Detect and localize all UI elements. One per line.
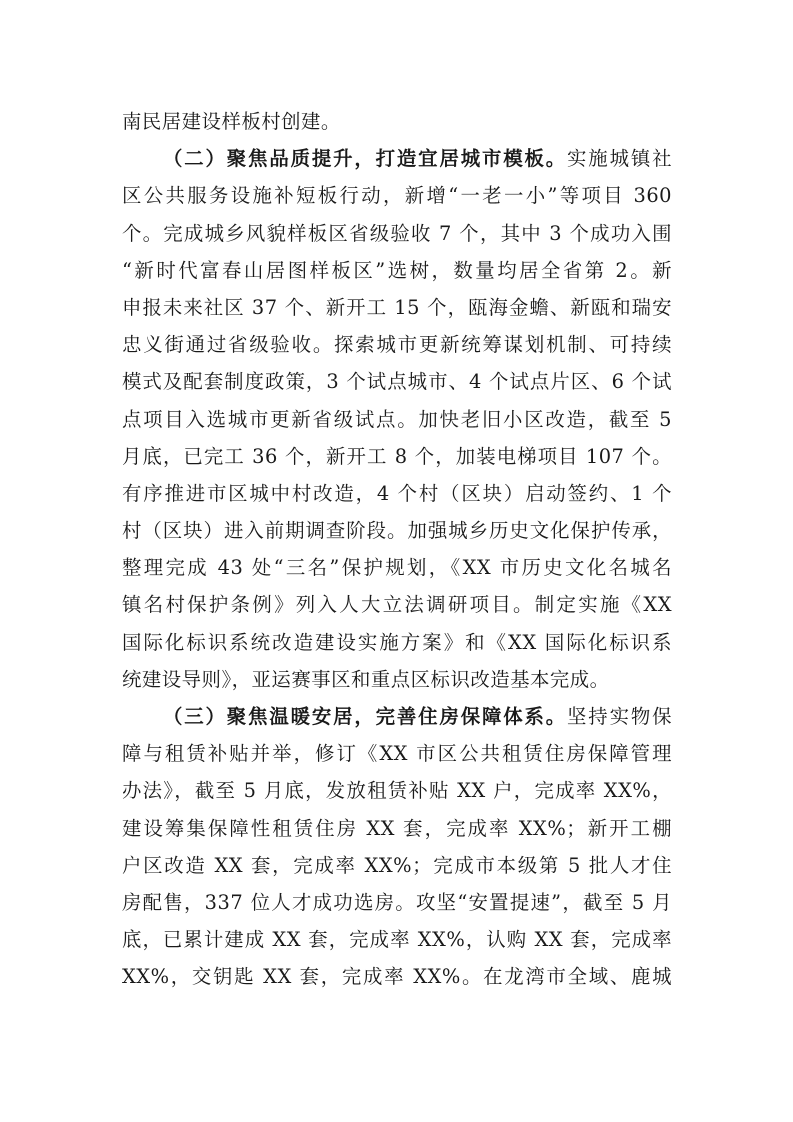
body-line: 区公共服务设施补短板行动，新增“一老一小”等项目 360 xyxy=(122,184,672,208)
section-2-paragraph xyxy=(122,140,672,698)
section-3-paragraph xyxy=(122,698,672,996)
body-line: XX%，交钥匙 XX 套，完成率 XX%。在龙湾市全域、鹿城 xyxy=(122,965,672,989)
body-line: 有序推进市区城中村改造，4 个村（区块）启动签约、1 个 xyxy=(122,481,672,505)
document-page xyxy=(122,103,672,996)
body-line: 房配售，337 位人才成功选房。攻坚“安置提速”，截至 5 月 xyxy=(122,890,672,914)
section-2-first-line xyxy=(122,140,672,177)
body-line: 模式及配套制度政策，3 个试点城市、4 个试点片区、6 个试 xyxy=(122,370,672,394)
body-line: 障与租赁补贴并举，修订《XX 市区公共租赁住房保障管理 xyxy=(122,742,672,766)
section-2-heading: （二）聚焦品质提升，打造宜居城市模板。 xyxy=(163,147,568,171)
body-text: 实施城镇社 xyxy=(567,147,672,171)
body-line: 个。完成城乡风貌样板区省级验收 7 个，其中 3 个成功入围 xyxy=(122,221,672,245)
body-line: 建设筹集保障性租赁住房 XX 套，完成率 XX%；新开工棚 xyxy=(122,816,672,840)
body-line: 月底，已完工 36 个，新开工 8 个，加装电梯项目 107 个。 xyxy=(122,444,672,468)
section-3-heading: （三）聚焦温暖安居，完善住房保障体系。 xyxy=(163,705,568,728)
body-text: 坚持实物保 xyxy=(567,705,672,728)
body-line: 申报未来社区 37 个、新开工 15 个，瓯海金蟾、新瓯和瑞安 xyxy=(122,295,672,319)
body-line: 村（区块）进入前期调查阶段。加强城乡历史文化保护传承， xyxy=(122,519,672,543)
body-line: 国际化标识系统改造建设实施方案》和《XX 国际化标识系 xyxy=(122,630,672,654)
body-line: 点项目入选城市更新省级试点。加快老旧小区改造，截至 5 xyxy=(122,407,672,431)
body-line: 底，已累计建成 XX 套，完成率 XX%，认购 XX 套，完成率 xyxy=(122,928,672,952)
body-line: “新时代富春山居图样板区”选树，数量均居全省第 2。新 xyxy=(122,258,672,282)
paragraph-continuation-line: 南民居建设样板村创建。 xyxy=(122,110,341,133)
body-line: 户区改造 XX 套，完成率 XX%；完成市本级第 5 批人才住 xyxy=(122,853,672,877)
body-line: 整理完成 43 处“三名”保护规划，《XX 市历史文化名城名 xyxy=(122,556,672,580)
body-line: 办法》，截至 5 月底，发放租赁补贴 XX 户，完成率 XX%， xyxy=(122,779,672,803)
body-line: 镇名村保护条例》列入人大立法调研项目。制定实施《XX xyxy=(122,593,672,617)
section-3-first-line xyxy=(122,698,672,735)
body-line: 统建设导则》，亚运赛事区和重点区标识改造基本完成。 xyxy=(122,667,610,691)
body-line: 忠义街通过省级验收。探索城市更新统筹谋划机制、可持续 xyxy=(122,333,672,357)
